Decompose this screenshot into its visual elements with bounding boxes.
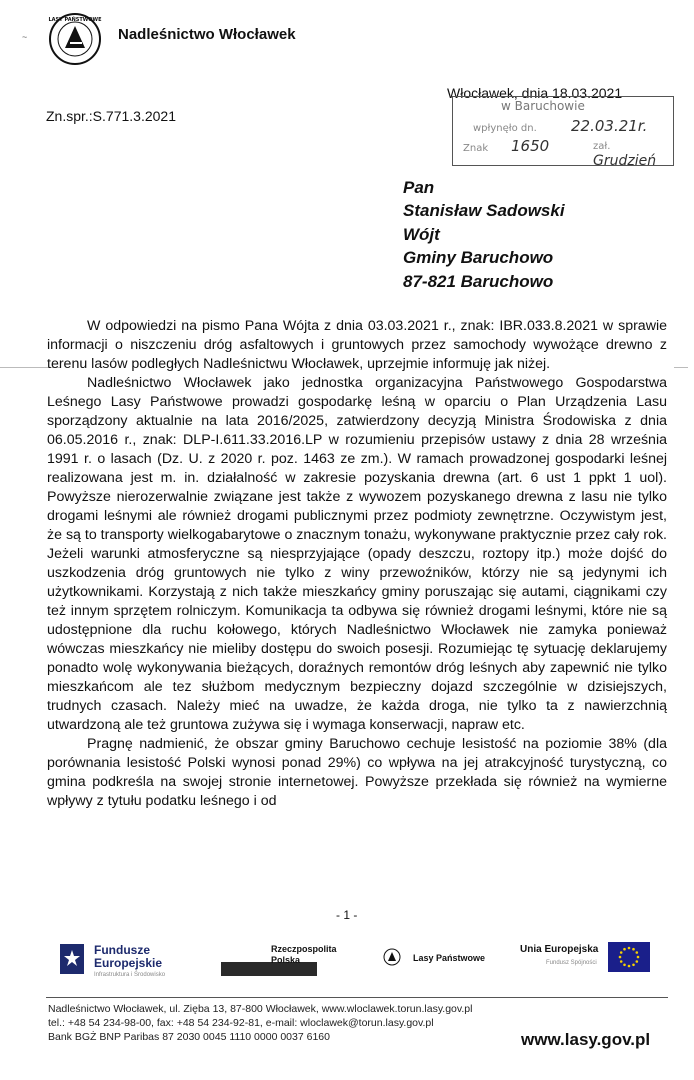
recipient-line: Stanisław Sadowski — [403, 201, 565, 221]
sponsor-logos — [58, 942, 658, 982]
stamp-signature-text: Grudzień — [593, 153, 657, 169]
body-paragraph: W odpowiedzi na pismo Pana Wójta z dnia 03.03.2021 r., znak: IBR.033.8.2021 w sprawie informacji o niszczeniu dróg asfaltowych i gruntowych przez samochody wywożące drewno z terenu lasów podległych Nadleśnictwu Włocławek, uprzejmie informuję jak niżej. — [47, 318, 667, 372]
footer-line: Nadleśnictwo Włocławek, ul. Zięba 13, 87-800 Włocławek, www.wloclawek.torun.lasy.gov.pl — [48, 1003, 473, 1015]
page-number: - 1 - — [336, 908, 358, 922]
lasy-panstwowe-logo-icon — [48, 12, 102, 66]
rp-line: Polska — [271, 955, 301, 965]
scan-line — [674, 367, 688, 368]
fe-title-line: Fundusze — [94, 943, 150, 957]
fe-title — [94, 944, 162, 970]
reference-number: Zn.spr.:S.771.3.2021 — [46, 108, 176, 124]
stamp-number-label: Znak — [463, 143, 489, 154]
fundusze-europejskie-icon — [58, 942, 86, 976]
footer-line: tel.: +48 54 234-98-00, fax: +48 54 234-92-81, e-mail: wloclawek@torun.lasy.gov.pl — [48, 1017, 434, 1029]
stamp-attachments-label: zał. — [593, 141, 611, 152]
rp-line: Rzeczpospolita — [271, 944, 337, 954]
received-stamp — [452, 96, 674, 169]
eu-flag-icon — [608, 942, 650, 972]
recipient-line: 87-821 Baruchowo — [403, 271, 554, 291]
body-paragraph: Pragnę nadmienić, że obszar gminy Baruchowo cechuje lesistość na poziomie 38% (dla porównania lesistość Polski wynosi ponad 29%) co wpływa na jej atrakcyjność turystyczną, co gmina podkreśla na swojej stronie internetowej. Powyższe przekłada się również na wymierne wpływy z tytułu podatku leśnego i od — [47, 736, 667, 809]
recipient-line: Gminy Baruchowo — [403, 248, 554, 268]
recipient-block — [403, 176, 565, 293]
ue-label: Unia Europejska — [520, 944, 599, 955]
recipient-line: Pan — [403, 178, 435, 197]
stamp-office: w Baruchowie — [501, 99, 585, 113]
stamp-number-value: 1650 — [511, 137, 550, 155]
footer-line: Bank BGŻ BNP Paribas 87 2030 0045 1110 0000 0037 6160 — [48, 1031, 330, 1043]
body-paragraph: Nadleśnictwo Włocławek jako jednostka organizacyjna Państwowego Gospodarstwa Leśnego Lasy Państwowe prowadzi gospodarkę leśną w oparciu o Plan Urządzenia Lasu sporządzony aktualnie na lata 2016/2025, zatwierdzony decyzją Ministra Środowiska z dnia 06.05.2016 r., znak: DLP-I.611.33.2016.LP w rozumieniu przepisów ustawy z dnia 28 września 1991 r. o lasach (Dz. U. z 2020 r. poz. 1463 ze zm.). W ramach prowadzonej gospodarki leśnej realizowana jest m. in. działalność w zakresie pozyskania drewna (art. 6 ust 1 ppkt 1 uol). Powyższe nierozerwalnie związane jest także z wywozem pozyskanego drewna z lasu nie tylko drogami leśnymi ale również drogami publicznymi przez podmioty zewnętrzne. Oczywistym jest, że są to transporty wielkogabarytowe o znacznym tonażu, wykonywane praktycznie przez cały rok. Jeżeli warunki atmosferyczne są niesprzyjające (opady deszczu, roztopy itp.) może dojść do uszkodzenia dróg gruntowych nie tylko z winy przewoźników, którzy nie są jedynymi ich użytkownikami. Korzystają z nich także mieszkańcy gminy poruszając się autami, ciągnikami czy też innym sprzętem rolniczym. Komunikacja ta odbywa się również drogami leśnymi, które nie są udostępnione dla ruchu kołowego, których Nadleśnictwo Włocławek nie zamyka ponieważ wówczas mieszkańcy nie mieliby dostępu do swoich posesji. Rozumiejąc tę sytuację deklarujemy ponadto wolę wykonywania bieżących, doraźnych remontów dróg leśnych aby zapewnić nie tylko mieszkańcom ale tez służbom medycznym bezpieczny dojazd szczególnie w dzisiejszych, trudnych czasach. Należy mieć na uwadze, że każda droga, nie tylko ta z nawierzchnią utwardzoną ale też gruntowa zużywa się i wymaga konserwacji, napraw etc. — [47, 375, 667, 733]
ue-subtitle: Fundusz Spójności — [546, 960, 597, 966]
lp-label: Lasy Państwowe — [413, 953, 486, 963]
recipient-line: Wójt — [403, 224, 440, 244]
lasy-panstwowe-small-icon — [383, 948, 401, 966]
letter-body — [47, 317, 667, 811]
fe-title-line: Europejskie — [94, 956, 163, 970]
footer-divider — [46, 997, 668, 998]
rp-label — [271, 944, 337, 966]
organization-name: Nadleśnictwo Włocławek — [118, 26, 296, 43]
fe-subtitle: Infrastruktura i Środowisko — [94, 972, 166, 978]
stamp-signature — [593, 137, 673, 169]
stamp-received-value: 22.03.21r. — [571, 117, 648, 135]
stamp-received-label: wpłynęło dn. — [473, 123, 537, 134]
footer-contact — [48, 1002, 472, 1044]
website-link[interactable]: www.lasy.gov.pl — [521, 1030, 651, 1049]
margin-mark: ~ — [22, 32, 28, 42]
date-line: Włocławek, dnia 18.03.2021 — [447, 85, 623, 101]
logo-text: LASY PAŃSTWOWE — [48, 17, 102, 23]
